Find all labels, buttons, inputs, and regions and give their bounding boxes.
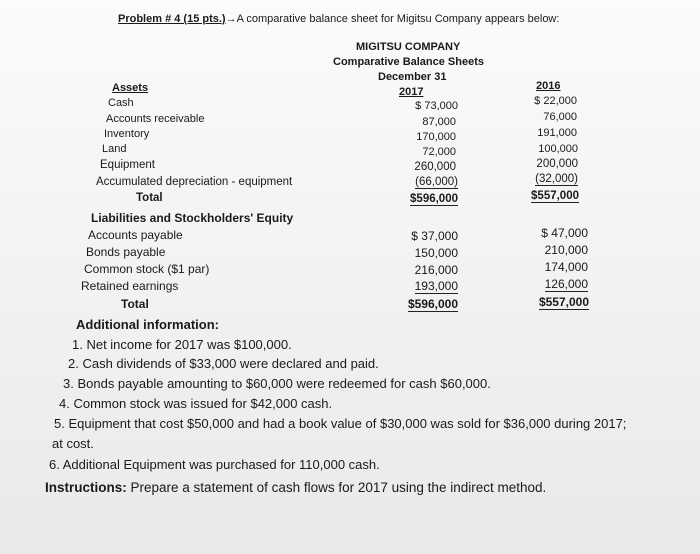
liability-value-2017: $ 37,000	[411, 229, 458, 243]
additional-info-item: 3. Bonds payable amounting to $60,000 were redeemed for cash $60,000.	[63, 376, 491, 391]
asset-value-2017: 87,000	[422, 116, 456, 128]
problem-header	[118, 13, 559, 25]
liabilities-total-label: Total	[121, 297, 149, 311]
asset-value-2017: 260,000	[414, 161, 456, 173]
instructions-label: Instructions:	[45, 480, 127, 495]
additional-info-item: 2. Cash dividends of $33,000 were declared and paid.	[68, 356, 379, 371]
additional-info-item: at cost.	[52, 436, 94, 451]
asset-value-2016: 100,000	[538, 143, 578, 155]
liabilities-total-2016: $557,000	[538, 295, 589, 309]
asset-label: Accumulated depreciation - equipment	[96, 176, 293, 188]
liability-label: Bonds payable	[86, 245, 166, 259]
asset-label: Land	[102, 143, 127, 155]
asset-value-2016: 191,000	[537, 127, 577, 139]
asset-label: Accounts receivable	[106, 113, 205, 125]
liability-value-2016: 126,000	[544, 277, 588, 291]
problem-description: →A comparative balance sheet for Migitsu Company appears below:	[225, 13, 560, 25]
liability-value-2016: $ 47,000	[541, 226, 588, 240]
assets-total-label: Total	[136, 192, 163, 204]
assets-heading: Assets	[112, 82, 149, 94]
asset-label: Inventory	[104, 128, 150, 140]
liability-label: Accounts payable	[88, 228, 183, 242]
additional-info-item: 1. Net income for 2017 was $100,000.	[72, 337, 292, 352]
instructions	[45, 480, 546, 495]
instructions-text: Prepare a statement of cash flows for 2017 using the indirect method.	[126, 480, 547, 495]
asset-value-2017: $ 73,000	[415, 100, 458, 112]
asset-value-2016: (32,000)	[535, 173, 578, 185]
liability-value-2017: 150,000	[414, 246, 458, 260]
liability-value-2016: 210,000	[544, 243, 588, 257]
additional-info-heading: Additional information:	[76, 317, 219, 332]
additional-info-item: 5. Equipment that cost $50,000 and had a book value of $30,000 was sold for $36,000 during 2017;	[54, 416, 627, 431]
liability-value-2017: 193,000	[414, 279, 458, 293]
asset-value-2016: $ 22,000	[534, 95, 577, 107]
liabilities-total-2017: $596,000	[407, 297, 458, 311]
company-name: MIGITSU COMPANY	[356, 41, 461, 53]
statement-date: December 31	[378, 71, 447, 83]
asset-value-2017: 170,000	[416, 131, 456, 143]
asset-label: Cash	[108, 97, 134, 109]
liability-value-2017: 216,000	[414, 263, 458, 277]
liabilities-heading: Liabilities and Stockholders' Equity	[91, 211, 294, 225]
assets-total-2017: $596,000	[410, 193, 458, 205]
asset-value-2016: 200,000	[536, 158, 578, 170]
asset-value-2016: 76,000	[543, 111, 577, 123]
asset-value-2017: (66,000)	[415, 176, 458, 188]
liability-label: Retained earnings	[81, 279, 179, 293]
liability-value-2016: 174,000	[544, 260, 588, 274]
statement-title: Comparative Balance Sheets	[333, 56, 485, 68]
additional-info-item: 6. Additional Equipment was purchased for 110,000 cash.	[49, 457, 380, 472]
liability-label: Common stock ($1 par)	[84, 262, 210, 276]
column-header-2016: 2016	[536, 80, 561, 92]
column-header-2017: 2017	[399, 86, 424, 98]
additional-info-item: 4. Common stock was issued for $42,000 cash.	[59, 396, 333, 411]
problem-label: Problem # 4 (15 pts.)	[118, 13, 226, 25]
asset-label: Equipment	[100, 159, 155, 171]
assets-total-2016: $557,000	[531, 190, 579, 202]
asset-value-2017: 72,000	[422, 146, 456, 158]
